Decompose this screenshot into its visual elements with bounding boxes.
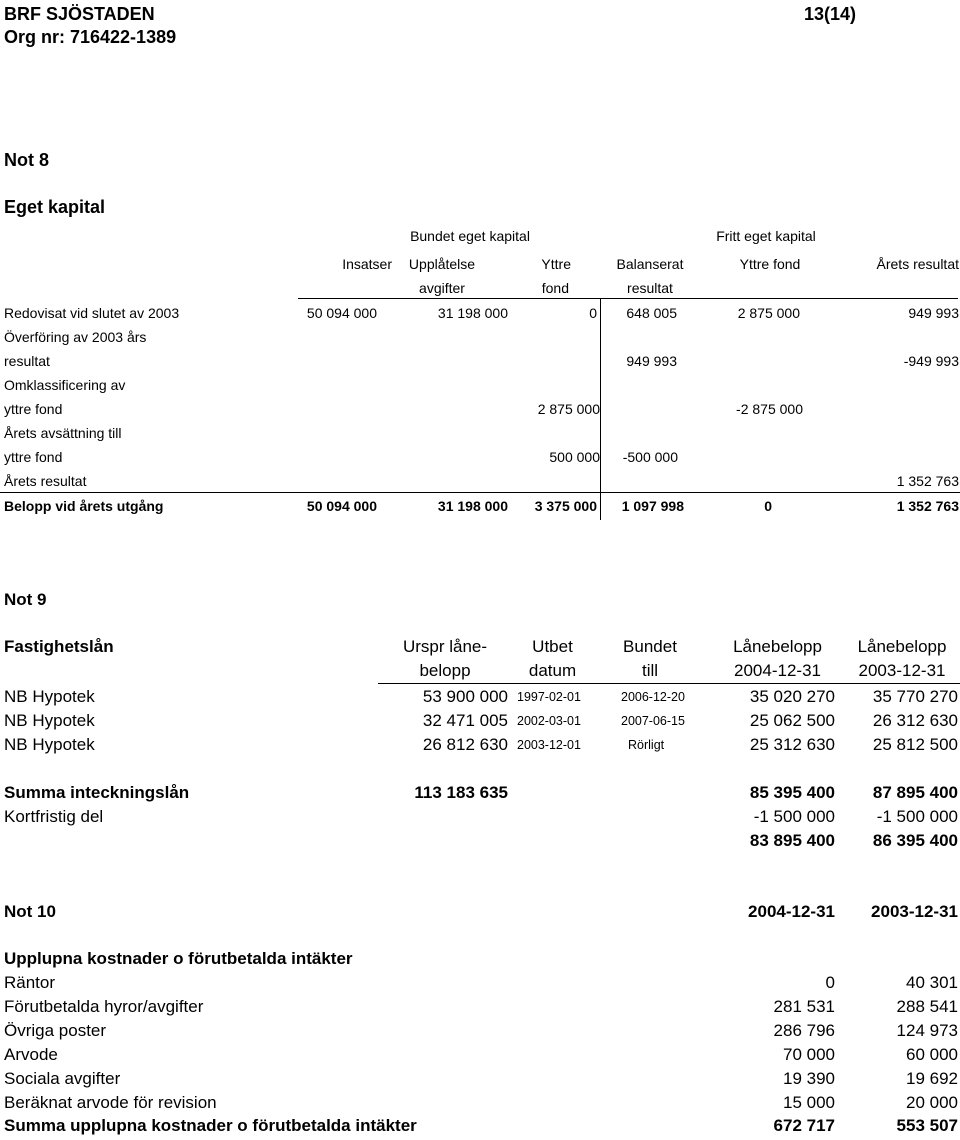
cell: 35 770 270 [872,687,958,706]
total-divider [0,492,960,493]
summa-label: Summa inteckningslån [4,783,190,802]
cell: 87 895 400 [872,783,958,802]
row-label: yttre fond [4,401,63,417]
col-bundet: Bundet [623,637,677,656]
not9-label: Fastighetslån [4,637,114,656]
cell: 0 [764,498,772,514]
not10-title: Not 10 [4,902,56,921]
total-label: Summa upplupna kostnader o förutbetalda intäkter [4,1116,417,1135]
row-label: Förutbetalda hyror/avgifter [4,997,204,1016]
cell: 1997-02-01 [517,690,581,704]
cell: 40 301 [906,973,958,992]
cell: 2006-12-20 [621,690,685,704]
row-label: NB Hypotek [4,711,95,730]
kortfristig-label: Kortfristig del [4,807,104,826]
cell: 50 094 000 [306,498,377,514]
cell: 53 900 000 [422,687,508,706]
cell: 70 000 [783,1045,835,1064]
header-divider [298,298,958,299]
total-label: Belopp vid årets utgång [4,498,164,514]
cell: 15 000 [783,1093,835,1112]
not9-title: Not 9 [4,590,47,609]
cell: 553 507 [896,1116,958,1135]
cell: 25 062 500 [749,711,835,730]
cell: 50 094 000 [306,305,377,321]
cell: 25 812 500 [872,735,958,754]
cell: 1 352 763 [896,498,959,514]
col-lanebelopp-2003-l2: 2003-12-31 [858,661,946,680]
cell: 500 000 [549,449,600,465]
cell: 20 000 [906,1093,958,1112]
col-urspr: Urspr låne- [402,637,488,656]
col-utbet-l2: datum [528,661,577,680]
cell: 672 717 [773,1116,835,1135]
cell: 1 097 998 [621,498,684,514]
col-lanebelopp-2003: Lånebelopp [857,637,947,656]
row-label: Överföring av 2003 års [4,329,147,345]
col-lanebelopp-2004: Lånebelopp [733,637,822,656]
cell: -1 500 000 [753,807,835,826]
cell: 124 973 [896,1021,958,1040]
cell: 83 895 400 [749,831,835,850]
cell: Rörligt [628,738,665,752]
cell: 35 020 270 [749,687,835,706]
cell: 85 395 400 [749,783,835,802]
row-label: NB Hypotek [4,687,95,706]
cell: 113 183 635 [414,783,508,802]
col-yttre: Yttre [541,256,571,272]
col-utbet: Utbet [532,637,573,656]
row-label: Sociala avgifter [4,1069,121,1088]
col-2004: 2004-12-31 [748,902,835,921]
cell: 281 531 [773,997,835,1016]
row-label: Omklassificering av [4,377,126,393]
row-label: Beräknat arvode för revision [4,1093,217,1112]
cell: 3 375 000 [534,498,597,514]
cell: 2 875 000 [737,305,800,321]
col-upplatelse: Upplåtelse [408,256,476,272]
col-upplatelse-l2: avgifter [419,280,465,296]
row-label: Årets resultat [4,473,87,489]
cell: 25 312 630 [749,735,835,754]
col-2003: 2003-12-31 [871,902,958,921]
col-yttre-l2: fond [541,280,569,296]
row-label: NB Hypotek [4,735,95,754]
row-label: Räntor [4,973,56,992]
cell: 32 471 005 [422,711,508,730]
row-label: yttre fond [4,449,63,465]
cell: 31 198 000 [437,305,508,321]
cell: 949 993 [908,305,959,321]
row-label: Arvode [4,1045,58,1064]
cell: -1 500 000 [876,807,958,826]
col-lanebelopp-2004-l2: 2004-12-31 [734,661,821,680]
cell: 2002-03-01 [517,714,581,728]
cell: 19 692 [906,1069,958,1088]
col-arets-resultat: Årets resultat [876,256,959,272]
col-balanserat: Balanserat [616,256,684,272]
cell: 26 812 630 [422,735,508,754]
column-divider [600,298,601,520]
cell: 2003-12-01 [517,738,581,752]
cell: 286 796 [773,1021,835,1040]
col-yttre-fond: Yttre fond [739,256,801,272]
row-label: resultat [4,353,50,369]
cell: 648 005 [626,305,677,321]
cell: -500 000 [622,449,678,465]
col-urspr-l2: belopp [419,661,471,680]
cell: 86 395 400 [872,831,958,850]
cell: 0 [589,305,597,321]
cell: 1 352 763 [896,473,959,489]
not8-title: Not 8 [4,150,49,170]
cell: 2 875 000 [537,401,600,417]
cell: -2 875 000 [736,401,803,417]
page-number: 13(14) [803,4,856,24]
cell: 31 198 000 [437,498,508,514]
cell: 0 [825,973,835,992]
cell: 19 390 [783,1069,835,1088]
cell: 949 993 [626,353,677,369]
row-label: Årets avsättning till [4,425,122,441]
cell: 2007-06-15 [621,714,685,728]
org-number: Org nr: 716422-1389 [4,27,177,47]
row-label: Redovisat vid slutet av 2003 [4,305,180,321]
cell: 288 541 [896,997,958,1016]
row-label: Övriga poster [4,1021,107,1040]
cell: 60 000 [906,1045,958,1064]
col-balanserat-l2: resultat [627,280,673,296]
not10-heading: Upplupna kostnader o förutbetalda intäkter [4,949,353,968]
not9-header-divider [378,683,960,684]
group-fritt-label: Fritt eget kapital [716,228,816,244]
group-bundet-label: Bundet eget kapital [410,228,530,244]
col-insatser: Insatser [342,256,392,272]
col-bundet-l2: till [641,661,659,680]
cell: 26 312 630 [872,711,958,730]
org-name: BRF SJÖSTADEN [4,4,155,24]
not8-subtitle: Eget kapital [4,197,106,217]
cell: -949 993 [903,353,959,369]
